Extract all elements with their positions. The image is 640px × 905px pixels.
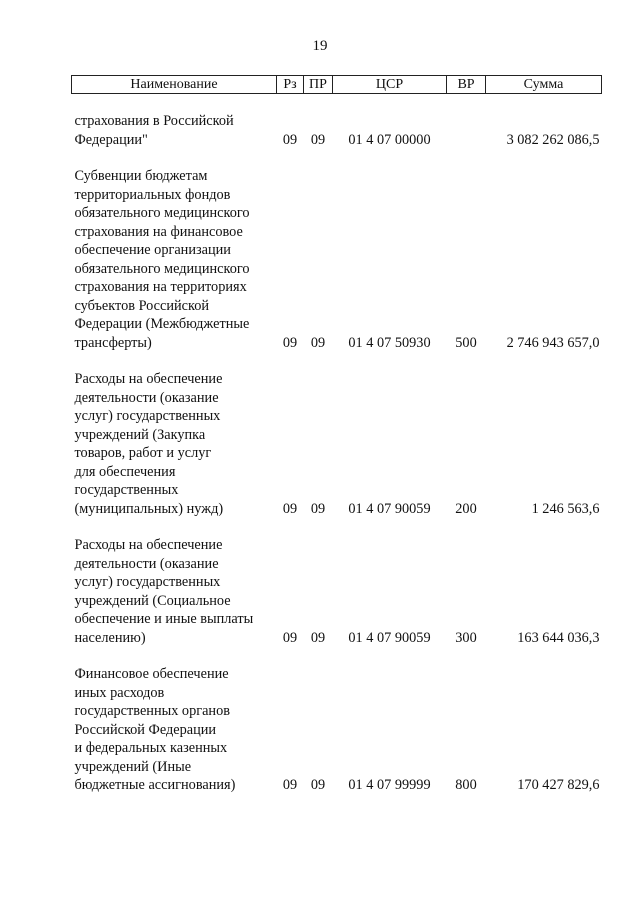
row-rz: 09 — [282, 334, 298, 351]
table-row — [72, 536, 602, 647]
row-vr: 300 — [455, 629, 477, 646]
table-row — [72, 665, 602, 795]
row-sum: 170 427 829,6 — [517, 777, 600, 793]
row-sum: 3 082 262 086,5 — [506, 131, 600, 148]
row-spacer — [72, 94, 602, 113]
header-csr: ЦСР — [333, 76, 447, 94]
page-number: 19 — [312, 38, 328, 54]
row-csr: 01 4 07 90059 — [348, 500, 431, 517]
row-csr: 01 4 07 00000 — [348, 131, 431, 148]
row-csr: 01 4 07 99999 — [348, 777, 431, 793]
row-pr: 09 — [310, 334, 326, 351]
table-body — [72, 94, 602, 795]
header-rz: Рз — [277, 76, 304, 94]
row-pr: 09 — [310, 500, 326, 517]
row-name: Расходы на обеспечение деятельности (оказание услуг) государственных учреждений (Закупка товаров, работ и услуг для обеспечения государственных (муниципальных) нужд) — [74, 371, 224, 517]
row-name: Субвенции бюджетам территориальных фондов обязательного медицинского страхования на финансовое обеспечение организации обязательного медицинского страхования на территориях субъектов Российской Федерации (Межбюджетные трансферты) — [74, 168, 250, 351]
row-sum: 163 644 036,3 — [517, 629, 600, 646]
header-row — [72, 76, 602, 94]
row-spacer — [72, 149, 602, 167]
row-rz: 09 — [282, 500, 298, 517]
row-spacer — [72, 352, 602, 370]
row-name: страхования в Российской Федерации" — [74, 113, 234, 148]
row-pr: 09 — [310, 629, 326, 646]
table-row — [72, 167, 602, 352]
row-sum: 2 746 943 657,0 — [506, 334, 600, 351]
row-spacer — [72, 647, 602, 665]
table-row — [72, 370, 602, 518]
budget-table — [71, 75, 602, 795]
row-rz: 09 — [282, 629, 298, 646]
header-pr: ПР — [304, 76, 333, 94]
row-csr: 01 4 07 50930 — [348, 334, 431, 351]
row-spacer — [72, 518, 602, 536]
header-vr: ВР — [447, 76, 486, 94]
row-csr: 01 4 07 90059 — [348, 629, 431, 646]
header-sum: Сумма — [486, 76, 602, 94]
header-name: Наименование — [72, 76, 277, 94]
row-pr: 09 — [310, 131, 326, 148]
row-vr — [447, 112, 486, 149]
row-sum: 1 246 563,6 — [531, 500, 600, 517]
row-pr: 09 — [310, 777, 326, 793]
row-vr: 500 — [455, 334, 477, 351]
table-header — [72, 76, 602, 94]
row-vr: 200 — [455, 500, 477, 517]
table-row — [72, 112, 602, 149]
row-name: Финансовое обеспечение иных расходов государственных органов Российской Федерации и федеральных казенных учреждений (Иные бюджетные ассигнования) — [74, 666, 236, 793]
row-name: Расходы на обеспечение деятельности (оказание услуг) государственных учреждений (Социальное обеспечение и иные выплаты населению) — [74, 537, 254, 646]
row-rz: 09 — [282, 777, 298, 793]
row-rz: 09 — [282, 131, 298, 148]
row-vr: 800 — [455, 777, 477, 793]
